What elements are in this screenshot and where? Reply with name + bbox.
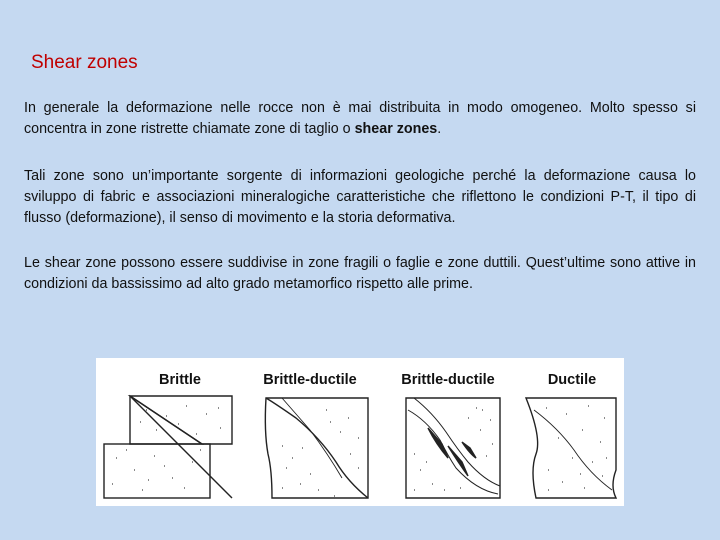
ductile-panel xyxy=(526,398,616,498)
brittle-ductile-2-dots xyxy=(414,408,493,490)
paragraph-classification: Le shear zone possono essere suddivise in zone fragili o faglie e zone duttili. Quest’ultime sono attive in condizioni da bassissimo ad alto grado metamorfico rispetto alle prime. xyxy=(24,255,696,292)
brittle-ductile-1-fabric-a xyxy=(282,398,342,478)
figure-label-brittle: Brittle xyxy=(159,372,201,388)
brittle-ductile-panel-1 xyxy=(265,398,368,498)
shear-zones-emphasis: shear zones xyxy=(354,121,438,137)
ductile-dots xyxy=(546,406,607,490)
brittle-ductile-1-shear-line xyxy=(266,398,368,498)
brittle-fault-line xyxy=(130,396,232,498)
paragraph-information: Tali zone sono un’importante sorgente di informazioni geologiche perché la deformazione causa lo sviluppo di fabric e associazioni mineralogiche caratteristiche che riflettono le condizioni P-T, il tipo di flusso (deformazione), il senso di movimento e la storia deformativa. xyxy=(24,168,696,226)
tension-gash-1 xyxy=(428,428,448,458)
brittle-dots xyxy=(112,406,221,490)
figure-label-brittle-ductile-2: Brittle-ductile xyxy=(401,372,495,388)
brittle-upper-right-block xyxy=(130,396,232,444)
brittle-upper-left-block xyxy=(130,396,202,444)
paragraph-intro-text: In generale la deformazione nelle rocce non è mai distribuita in modo omogeneo. Molto spesso si concentra in zone ristrette chiamate zone di taglio o xyxy=(24,100,696,137)
brittle-lower-block xyxy=(104,444,210,498)
shear-zone-figure xyxy=(96,358,624,506)
brittle-ductile-2-outline xyxy=(406,398,500,498)
shear-zone-diagram xyxy=(96,358,624,506)
figure-label-brittle-ductile-1: Brittle-ductile xyxy=(263,372,357,388)
paragraph-intro xyxy=(24,98,696,140)
brittle-ductile-2-zone-right xyxy=(414,398,500,486)
ductile-flow-line-1 xyxy=(534,410,612,490)
brittle-ductile-panel-2 xyxy=(406,398,500,498)
brittle-ductile-1-dots xyxy=(282,410,359,496)
figure-label-ductile: Ductile xyxy=(547,372,597,388)
tension-gash-3 xyxy=(462,442,476,458)
paragraph-intro-suffix: . xyxy=(437,121,442,137)
brittle-panel xyxy=(104,396,232,498)
slide-title: Shear zones xyxy=(31,52,138,73)
